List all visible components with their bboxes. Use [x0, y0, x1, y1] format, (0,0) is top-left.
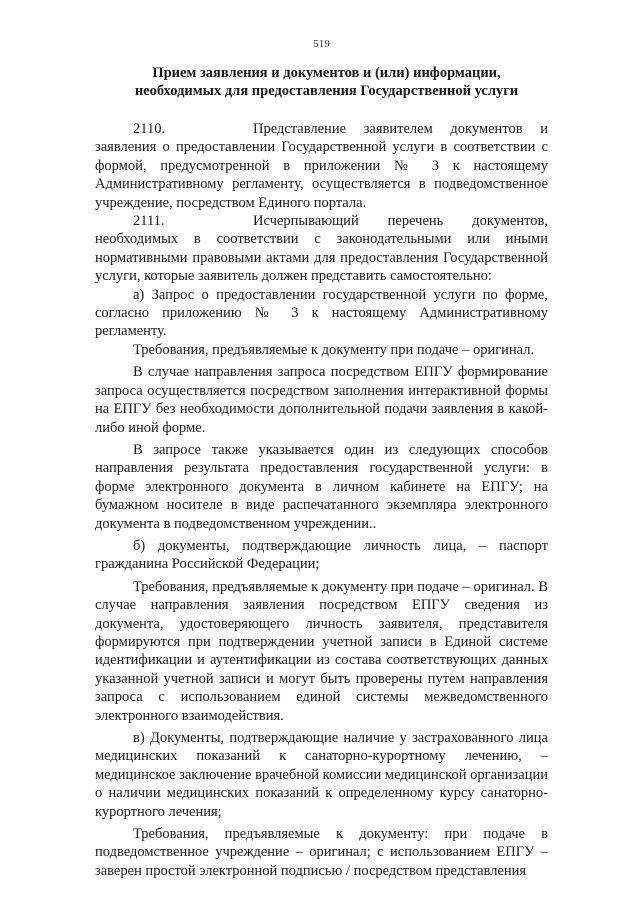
- heading-line-1: Прием заявления и документов и (или) информации,: [152, 65, 501, 81]
- section-heading: [95, 64, 548, 100]
- paragraph-requirements-v: Требования, предъявляемые к документу: при подаче в подведомственное учреждение – оригинал; с использованием ЕПГУ – заверен простой электронной подписью / посредством представления: [95, 826, 548, 879]
- paragraph-requirements-b: Требования, предъявляемые к документу при подаче – оригинал. В случае направления заявления посредством ЕПГУ сведения из документа, удостоверяющего личность заявителя, представителя формируются при подтверждении учетной записи в Единой системе идентификации и аутентификации из состава соответствующих данных указанной учетной записи и могут быть проверены путем направления запроса с использованием единой системы межведомственного электронного взаимодействия.: [95, 578, 548, 724]
- paragraph-number: 2110.: [133, 121, 166, 137]
- paragraph-number: 2111.: [133, 213, 165, 230]
- paragraph-result-methods: В запросе также указывается один из следующих способов направления результата предоставления государственной услуги: в форме электронного документа в личном кабинете на ЕПГУ; на бумажном носителе в виде распечатанного экземпляра электронного документа в подведомственном учреждении..: [95, 441, 548, 532]
- paragraph-2110: [95, 120, 548, 212]
- paragraph-item-v: в) Документы, подтверждающие наличие у застрахованного лица медицинских показаний к санаторно-курортному лечению, – медицинское заключение врачебной комиссии медицинской организации о наличии медицинских показаний к определенному курсу санаторно-курортного лечения;: [95, 730, 548, 820]
- paragraph-item-b: б) документы, подтверждающие личность лица, – паспорт гражданина Российской Федерации;: [95, 537, 548, 573]
- paragraph-text: Исчерпывающий перечень документов, необходимых в соответствии с законодательными или иными нормативными правовыми актами для предоставления Государственной услуги, которые заявитель должен представить самостоятельно:: [95, 213, 548, 285]
- paragraph-text: Представление заявителем документов и заявления о предоставлении Государственной услуги в соответствии с формой, предусмотренной в приложении № 3 к настоящему Административному регламенту, осуществляется в подведомственное учреждение, посредством Единого портала.: [95, 121, 548, 211]
- paragraph-item-a: а) Запрос о предоставлении государственной услуги по форме, согласно приложению № 3 к настоящему Административному регламенту.: [95, 286, 548, 340]
- paragraph-requirements-a: Требования, предъявляемые к документу при подаче – оригинал.: [133, 341, 535, 358]
- heading-line-2: необходимых для предоставления Государственной услуги: [134, 83, 519, 99]
- page-number: 519: [313, 38, 330, 50]
- paragraph-2111: [95, 212, 548, 286]
- paragraph-epgu-request: В случае направления запроса посредством ЕПГУ формирование запроса осуществляется посредством заполнения интерактивной формы на ЕПГУ без необходимости дополнительной подачи заявления в какой-либо иной форме.: [95, 364, 548, 436]
